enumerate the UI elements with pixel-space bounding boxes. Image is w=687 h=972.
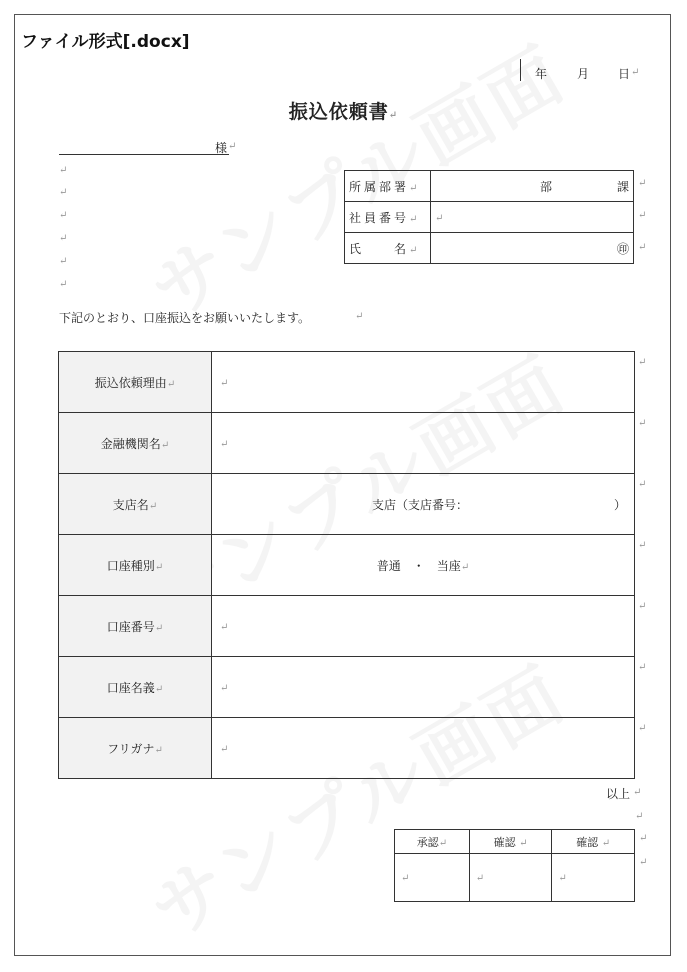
text-cursor	[520, 59, 521, 81]
document-title-text: 振込依頼書	[288, 101, 389, 123]
date-month-label: 月	[577, 67, 590, 81]
approval-stamp-table	[394, 829, 635, 902]
employee-info-table	[344, 170, 634, 264]
transfer-details-table	[58, 351, 635, 779]
department-suffix: 部	[540, 179, 553, 194]
paragraph-mark: ↵	[59, 165, 68, 176]
department-field[interactable]	[431, 171, 634, 202]
table-row	[59, 657, 635, 718]
table-row	[345, 202, 634, 233]
table-row	[59, 596, 635, 657]
employee-number-field[interactable]: ↵	[431, 202, 634, 233]
paragraph-mark: ↵	[638, 662, 647, 673]
row-label-cell: 金融機関名↵	[59, 413, 212, 474]
paragraph-mark: ↵	[639, 857, 648, 868]
table-row	[59, 718, 635, 779]
paragraph-mark: ↵	[59, 233, 68, 244]
paragraph-mark: ↵	[59, 210, 68, 221]
table-row	[345, 171, 634, 202]
transfer-reason-field[interactable]: ↵	[212, 352, 635, 413]
approval-header: 承認↵	[395, 830, 470, 854]
row-label-cell: 支店名↵	[59, 474, 212, 535]
paragraph-mark: ↵	[59, 279, 68, 290]
file-format-heading: ファイル形式[.docx]	[21, 32, 190, 52]
date-year-label: 年	[535, 67, 548, 81]
branch-name-field[interactable]	[212, 474, 635, 535]
confirm-stamp-cell[interactable]: ↵	[552, 854, 635, 902]
furigana-field[interactable]: ↵	[212, 718, 635, 779]
branch-number-label: 支店（支店番号：	[372, 497, 469, 512]
info-label-cell: 社員番号↵	[345, 202, 431, 233]
confirm-header: 確認 ↵	[552, 830, 635, 854]
confirm-stamp-cell[interactable]: ↵	[469, 854, 552, 902]
date-day-label: 日	[618, 67, 631, 81]
table-row	[59, 352, 635, 413]
paragraph-mark: ↵	[638, 723, 647, 734]
account-type-field[interactable]: 普通 ・ 当座↵	[212, 535, 635, 596]
addressee-suffix: 様	[215, 141, 228, 155]
paragraph-mark: ↵	[638, 178, 647, 189]
approval-stamp-cell[interactable]: ↵	[395, 854, 470, 902]
paragraph-mark: ↵	[638, 601, 647, 612]
paragraph-mark: ↵	[59, 187, 68, 198]
account-holder-field[interactable]: ↵	[212, 657, 635, 718]
name-field[interactable]	[431, 233, 634, 264]
closing-text: 以上	[606, 787, 631, 801]
paragraph-mark: ↵	[631, 67, 640, 78]
paragraph-mark: ↵	[638, 418, 647, 429]
paragraph-mark: ↵	[355, 311, 364, 322]
intro-text: 下記のとおり、口座振込をお願いいたします。	[59, 311, 311, 325]
section-suffix: 課	[616, 179, 629, 194]
table-row	[59, 535, 635, 596]
paragraph-mark: ↵	[638, 540, 647, 551]
account-number-field[interactable]: ↵	[212, 596, 635, 657]
document-page	[14, 14, 671, 956]
table-row	[59, 474, 635, 535]
row-label-cell: 口座番号↵	[59, 596, 212, 657]
table-row	[345, 233, 634, 264]
paragraph-mark: ↵	[388, 110, 399, 121]
info-label-cell: 氏 名↵	[345, 233, 431, 264]
row-label-cell: 振込依頼理由↵	[59, 352, 212, 413]
seal-mark: ㊞	[616, 241, 629, 256]
paragraph-mark: ↵	[638, 242, 647, 253]
paragraph-mark: ↵	[635, 811, 644, 822]
row-label-cell: 口座種別↵	[59, 535, 212, 596]
paragraph-mark: ↵	[638, 357, 647, 368]
table-row	[59, 413, 635, 474]
paragraph-mark: ↵	[633, 787, 642, 798]
paragraph-mark: ↵	[228, 141, 237, 152]
row-label-cell: フリガナ↵	[59, 718, 212, 779]
paragraph-mark: ↵	[639, 833, 648, 844]
info-label-cell: 所属部署↵	[345, 171, 431, 202]
paragraph-mark: ↵	[638, 210, 647, 221]
document-title	[15, 97, 671, 124]
bank-name-field[interactable]: ↵	[212, 413, 635, 474]
row-label-cell: 口座名義↵	[59, 657, 212, 718]
addressee-underline	[59, 154, 229, 155]
paragraph-mark: ↵	[638, 479, 647, 490]
paragraph-mark: ↵	[59, 256, 68, 267]
branch-number-close: ）	[613, 497, 626, 512]
confirm-header: 確認 ↵	[469, 830, 552, 854]
table-row	[395, 854, 635, 902]
table-row	[395, 830, 635, 854]
